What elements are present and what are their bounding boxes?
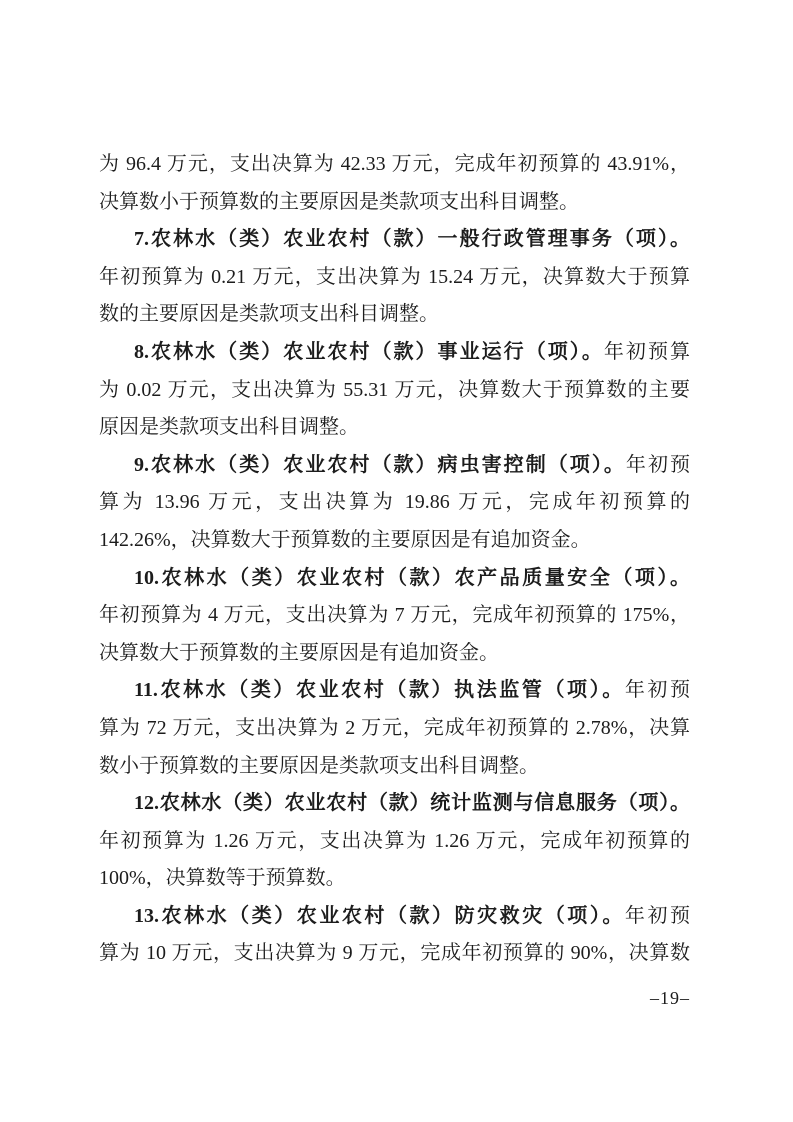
body-text-segment: 142.26%，决算数大于预算数的主要原因是有追加资金。 xyxy=(99,528,591,551)
body-text-segment: 年初预算为 1.26 万元，支出决算为 1.26 万元，完成年初预算的 xyxy=(99,829,690,852)
body-text-segment: 决算数小于预算数的主要原因是类款项支出科目调整。 xyxy=(99,190,579,213)
body-text-segment: 为 0.02 万元，支出决算为 55.31 万元，决算数大于预算数的主要 xyxy=(99,378,690,401)
body-text-segment: 年初预 xyxy=(624,904,690,927)
item-heading-text: 9.农林水（类）农业农村（款）病虫害控制（项）。 xyxy=(134,453,626,476)
body-text-segment: 年初预 xyxy=(625,453,690,476)
text-line xyxy=(99,672,690,710)
text-line xyxy=(99,597,690,635)
text-line xyxy=(99,522,690,560)
text-line xyxy=(99,860,690,898)
item-heading-text: 8.农林水（类）农业农村（款）事业运行（项）。 xyxy=(134,340,604,363)
item-heading-text: 12.农林水（类）农业农村（款）统计监测与信息服务（项）。 xyxy=(134,792,690,815)
body-text-block xyxy=(99,146,690,973)
text-line xyxy=(99,898,690,936)
text-line xyxy=(99,635,690,673)
text-line xyxy=(99,710,690,748)
text-line xyxy=(99,221,690,259)
text-line xyxy=(99,259,690,297)
text-line xyxy=(99,146,690,184)
text-line xyxy=(99,334,690,372)
text-line xyxy=(99,484,690,522)
text-line xyxy=(99,409,690,447)
item-heading-text: 11.农林水（类）农业农村（款）执法监管（项）。 xyxy=(134,679,625,702)
body-text-segment: 数的主要原因是类款项支出科目调整。 xyxy=(99,303,439,326)
text-line xyxy=(99,935,690,973)
text-line xyxy=(99,447,690,485)
text-line xyxy=(99,184,690,222)
body-text-segment: 算为 72 万元，支出决算为 2 万元，完成年初预算的 2.78%，决算 xyxy=(99,716,690,739)
body-text-segment: 年初预 xyxy=(624,679,690,702)
body-text-segment: 年初预算为 4 万元，支出决算为 7 万元，完成年初预算的 175%， xyxy=(99,604,690,627)
item-heading-text: 7.农林水（类）农业农村（款）一般行政管理事务（项）。 xyxy=(134,228,690,251)
body-text-segment: 算为 10 万元，支出决算为 9 万元，完成年初预算的 90%，决算数 xyxy=(99,942,690,965)
body-text-segment: 100%，决算数等于预算数。 xyxy=(99,867,346,890)
page-number: –19– xyxy=(650,988,690,1008)
body-text-segment: 年初预算为 0.21 万元，支出决算为 15.24 万元，决算数大于预算 xyxy=(99,265,690,288)
item-heading-text: 13.农林水（类）农业农村（款）防灾救灾（项）。 xyxy=(134,904,625,927)
body-text-segment: 数小于预算数的主要原因是类款项支出科目调整。 xyxy=(99,754,539,777)
body-text-segment: 年初预算 xyxy=(603,340,690,363)
item-heading-text: 10.农林水（类）农业农村（款）农产品质量安全（项）。 xyxy=(134,566,690,589)
text-line xyxy=(99,296,690,334)
text-line xyxy=(99,372,690,410)
text-line xyxy=(99,823,690,861)
text-line xyxy=(99,560,690,598)
body-text-segment: 原因是类款项支出科目调整。 xyxy=(99,416,359,439)
body-text-segment: 为 96.4 万元，支出决算为 42.33 万元，完成年初预算的 43.91%， xyxy=(99,153,690,175)
body-text-segment: 算为 13.96 万元，支出决算为 19.86 万元，完成年初预算的 xyxy=(99,491,690,514)
text-line xyxy=(99,748,690,786)
body-text-segment: 决算数大于预算数的主要原因是有追加资金。 xyxy=(99,641,499,664)
text-line xyxy=(99,785,690,823)
